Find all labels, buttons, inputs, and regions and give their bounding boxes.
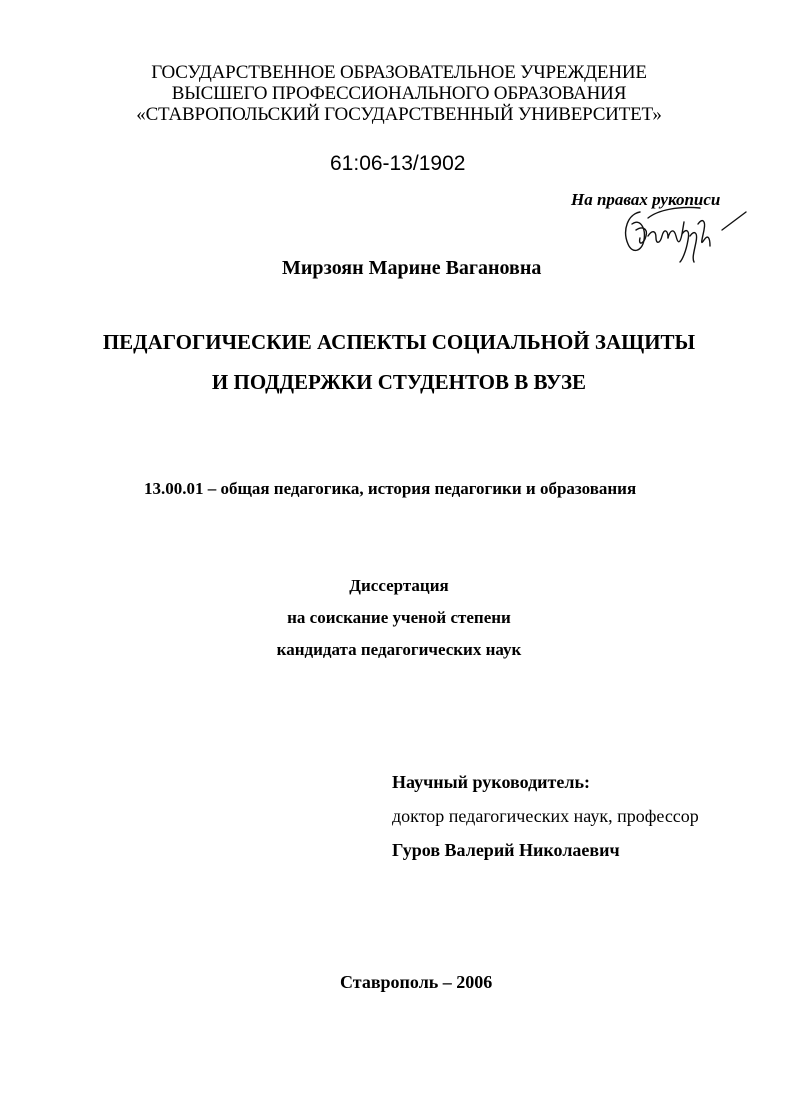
dissertation-title-line-2: И ПОДДЕРЖКИ СТУДЕНТОВ В ВУЗЕ (211, 370, 587, 394)
dissertation-title-line-1: ПЕДАГОГИЧЕСКИЕ АСПЕКТЫ СОЦИАЛЬНОЙ ЗАЩИТЫ (102, 330, 696, 354)
institution-line-1: ГОСУДАРСТВЕННОЕ ОБРАЗОВАТЕЛЬНОЕ УЧРЕЖДЕНИЕ (151, 62, 647, 83)
catalog-code: 61:06-13/1902 (330, 152, 466, 175)
supervisor-label: Научный руководитель: (392, 772, 590, 792)
place-and-year: Ставрополь – 2006 (340, 972, 493, 992)
author-name: Мирзоян Марине Вагановна (282, 257, 542, 279)
manuscript-rights-note: На правах рукописи (571, 190, 721, 209)
institution-line-2: ВЫСШЕГО ПРОФЕССИОНАЛЬНОГО ОБРАЗОВАНИЯ (171, 83, 627, 104)
supervisor-degree: доктор педагогических наук, профессор (392, 806, 699, 826)
specialty-code: 13.00.01 – общая педагогика, история педагогики и образования (144, 479, 637, 498)
dissertation-type: Диссертация (349, 576, 449, 595)
signature (618, 200, 748, 266)
degree-name: кандидата педагогических наук (276, 640, 522, 659)
institution-line-3: «СТАВРОПОЛЬСКИЙ ГОСУДАРСТВЕННЫЙ УНИВЕРСИТЕТ» (136, 104, 662, 125)
degree-purpose: на соискание ученой степени (287, 608, 511, 627)
supervisor-name: Гуров Валерий Николаевич (392, 840, 620, 860)
